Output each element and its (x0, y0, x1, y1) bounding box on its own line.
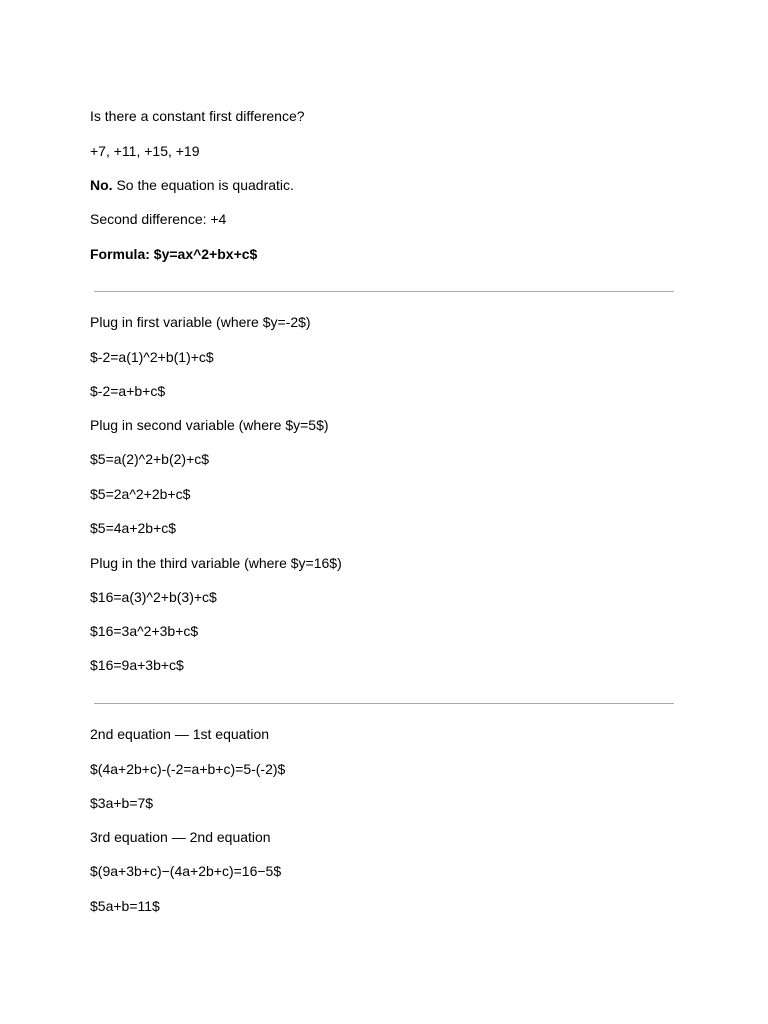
step1-equation-2: $-2=a+b+c$ (90, 383, 166, 399)
subtraction2-equation-1: $(9a+3b+c)−(4a+2b+c)=16−5$ (90, 863, 282, 879)
horizontal-divider-2 (94, 703, 674, 704)
horizontal-divider-1 (94, 291, 674, 292)
subtraction1-equation-2: $3a+b=7$ (90, 795, 154, 811)
step2-equation-2: $5=2a^2+2b+c$ (90, 486, 191, 502)
step2-equation-1: $5=a(2)^2+b(2)+c$ (90, 451, 210, 467)
difference-question: Is there a constant first difference? (90, 108, 305, 124)
step3-label: Plug in the third variable (where $y=16$) (90, 555, 342, 571)
subtraction1-label: 2nd equation — 1st equation (90, 726, 270, 742)
step3-equation-2: $16=3a^2+3b+c$ (90, 623, 199, 639)
first-differences: +7, +11, +15, +19 (90, 143, 200, 159)
subtraction2-label: 3rd equation — 2nd equation (90, 829, 271, 845)
step3-equation-1: $16=a(3)^2+b(3)+c$ (90, 589, 217, 605)
step1-equation-1: $-2=a(1)^2+b(1)+c$ (90, 349, 214, 365)
formula (90, 245, 257, 263)
subtraction1-equation-1: $(4a+2b+c)-(-2=a+b+c)=5-(-2)$ (90, 761, 286, 777)
step2-label: Plug in second variable (where $y=5$) (90, 417, 329, 433)
answer-explanation: So the equation is quadratic. (112, 177, 294, 193)
second-difference: Second difference: +4 (90, 211, 227, 227)
quadratic-conclusion (90, 176, 294, 194)
answer-no: No. (90, 177, 113, 193)
formula-text: Formula: $y=ax^2+bx+c$ (90, 246, 258, 262)
step1-label: Plug in first variable (where $y=-2$) (90, 314, 311, 330)
subtraction2-equation-2: $5a+b=11$ (90, 898, 160, 914)
step2-equation-3: $5=4a+2b+c$ (90, 520, 177, 536)
step3-equation-3: $16=9a+3b+c$ (90, 657, 184, 673)
